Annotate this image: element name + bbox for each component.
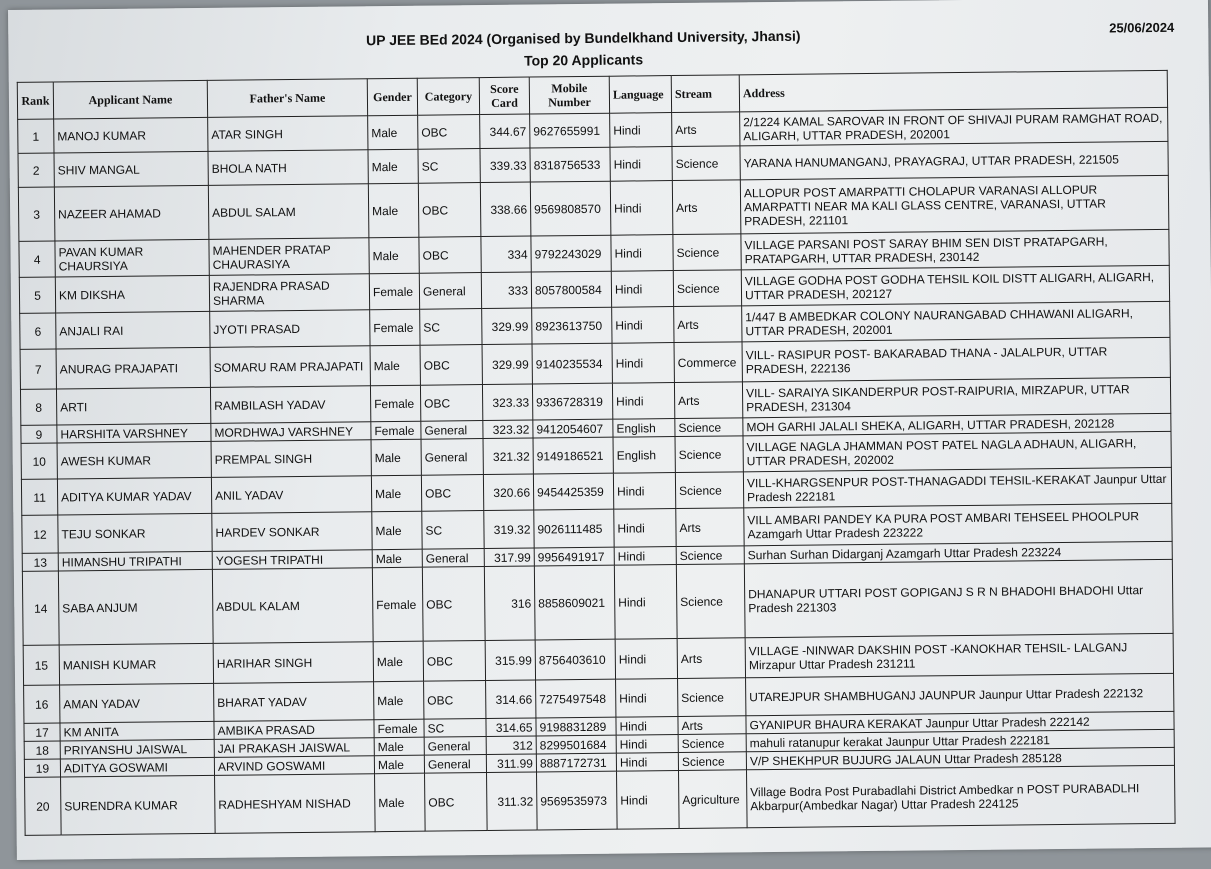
- category-cell: SC: [420, 309, 482, 346]
- father-name-cell: JAI PRAKASH JAISWAL: [214, 738, 374, 758]
- applicant-name-cell: PAVAN KUMAR CHAURSIYA: [55, 239, 209, 277]
- father-name-cell: MORDHWAJ VARSHNEY: [211, 422, 371, 442]
- mobile-number-cell: 8756403610: [535, 639, 615, 680]
- column-header: Mobile Number: [529, 76, 609, 114]
- father-name-cell: HARIHAR SINGH: [213, 642, 373, 684]
- stream-cell: Science: [673, 270, 741, 307]
- column-header: Language: [609, 76, 671, 114]
- stream-cell: Science: [676, 546, 744, 565]
- category-cell: General: [419, 273, 481, 310]
- score-cell: 333: [481, 272, 531, 309]
- applicant-name-cell: KM DIKSHA: [55, 275, 209, 313]
- father-name-cell: HARDEV SONKAR: [212, 512, 372, 552]
- mobile-number-cell: 7275497548: [536, 679, 616, 718]
- father-name-cell: RADHESHYAM NISHAD: [215, 774, 376, 834]
- document-sheet: [8, 0, 1211, 860]
- applicant-name-cell: MANISH KUMAR: [59, 643, 213, 685]
- language-cell: English: [613, 437, 675, 474]
- column-header: Category: [417, 78, 479, 116]
- score-cell: 311.99: [486, 754, 536, 773]
- applicant-name-cell: MANOJ KUMAR: [54, 117, 208, 153]
- applicant-name-cell: ANURAG PRAJAPATI: [56, 347, 210, 389]
- applicant-name-cell: SURENDRA KUMAR: [61, 775, 216, 835]
- address-cell: 1/447 B AMBEDKAR COLONY NAURANGABAD CHHAWANI ALIGARH, UTTAR PRADESH, 202001: [742, 301, 1170, 341]
- language-cell: Hindi: [614, 509, 676, 548]
- mobile-number-cell: 8318756533: [530, 147, 610, 182]
- score-cell: 344.67: [480, 114, 530, 149]
- gender-cell: Male: [374, 755, 424, 774]
- stream-cell: Arts: [672, 180, 741, 235]
- language-cell: English: [613, 419, 675, 438]
- applicant-name-cell: HIMANSHU TRIPATHI: [58, 551, 212, 571]
- mobile-number-cell: 8299501684: [536, 735, 616, 754]
- applicant-name-cell: ANJALI RAI: [56, 311, 210, 349]
- rank-cell: 2: [18, 153, 54, 187]
- father-name-cell: BHOLA NATH: [208, 150, 368, 186]
- rank-cell: 11: [21, 479, 57, 515]
- rank-cell: 6: [20, 313, 56, 349]
- language-cell: Hindi: [617, 771, 680, 830]
- category-cell: OBC: [424, 681, 486, 720]
- score-cell: 323.33: [482, 384, 532, 421]
- father-name-cell: BHARAT YADAV: [214, 682, 374, 722]
- stream-cell: Science: [678, 678, 746, 717]
- rank-cell: 19: [24, 759, 60, 777]
- address-cell: VILL- SARAIYA SIKANDERPUR POST-RAIPURIA, MIRZAPUR, UTTAR PRADESH, 231304: [742, 377, 1170, 417]
- applicants-table: [17, 70, 1176, 836]
- rank-cell: 14: [22, 571, 59, 645]
- category-cell: OBC: [418, 115, 480, 150]
- category-cell: General: [424, 737, 486, 756]
- table-row: [25, 765, 1176, 835]
- rank-cell: 4: [19, 241, 55, 277]
- father-name-cell: ARVIND GOSWAMI: [214, 756, 374, 776]
- stream-cell: Agriculture: [679, 770, 748, 829]
- stream-cell: Arts: [677, 638, 745, 679]
- gender-cell: Female: [372, 567, 423, 642]
- category-cell: SC: [424, 719, 486, 738]
- language-cell: Hindi: [614, 547, 676, 566]
- language-cell: Hindi: [613, 473, 675, 510]
- stream-cell: Science: [673, 234, 741, 271]
- stream-cell: Science: [675, 418, 743, 437]
- address-cell: DHANAPUR UTTARI POST GOPIGANJ S R N BHADOHI BHADOHI Uttar Pradesh 221303: [744, 559, 1173, 637]
- score-cell: 329.99: [482, 308, 532, 345]
- mobile-number-cell: 9569535973: [537, 771, 618, 830]
- applicant-name-cell: TEJU SONKAR: [58, 513, 212, 553]
- mobile-number-cell: 9569808570: [530, 181, 611, 236]
- mobile-number-cell: 9336728319: [532, 383, 612, 420]
- mobile-number-cell: 9149186521: [533, 437, 613, 474]
- gender-cell: Male: [372, 511, 422, 550]
- address-cell: V/P SHEKHPUR BUJURG JALAUN Uttar Pradesh 285128: [746, 747, 1174, 769]
- category-cell: OBC: [419, 237, 481, 274]
- language-cell: Hindi: [616, 679, 678, 718]
- gender-cell: Female: [369, 273, 419, 310]
- applicant-name-cell: AMAN YADAV: [60, 683, 214, 723]
- score-cell: 323.32: [483, 420, 533, 439]
- category-cell: OBC: [423, 641, 485, 682]
- score-cell: 314.66: [486, 680, 536, 719]
- stream-cell: Science: [678, 734, 746, 753]
- mobile-number-cell: 9627655991: [530, 113, 610, 148]
- category-cell: OBC: [422, 567, 485, 642]
- applicant-name-cell: NAZEER AHAMAD: [54, 185, 209, 241]
- document-date: 25/06/2024: [1109, 19, 1175, 36]
- category-cell: General: [424, 755, 486, 774]
- address-cell: VILLAGE NAGLA JHAMMAN POST PATEL NAGLA ADHAUN, ALIGARH, UTTAR PRADESH, 202002: [743, 431, 1171, 471]
- gender-cell: Male: [368, 115, 418, 150]
- score-cell: 316: [484, 566, 535, 641]
- rank-cell: 13: [22, 553, 58, 571]
- stream-cell: Arts: [674, 382, 742, 419]
- language-cell: Hindi: [610, 147, 672, 182]
- rank-cell: 9: [21, 425, 57, 443]
- stream-cell: Arts: [674, 306, 742, 343]
- address-cell: MOH GARHI JALALI SHEKA, ALIGARH, UTTAR PRADESH, 202128: [743, 413, 1171, 435]
- gender-cell: Female: [370, 309, 420, 346]
- column-header: Father's Name: [207, 79, 367, 118]
- stream-cell: Arts: [678, 716, 746, 735]
- score-cell: 334: [481, 236, 531, 273]
- rank-cell: 7: [20, 349, 56, 389]
- gender-cell: Male: [374, 737, 424, 756]
- gender-cell: Male: [369, 237, 419, 274]
- gender-cell: Male: [371, 475, 421, 512]
- document-title: UP JEE BEd 2024 (Organised by Bundelkhand University, Jhansi): [366, 27, 801, 49]
- category-cell: General: [422, 549, 484, 568]
- column-header: Applicant Name: [53, 80, 207, 119]
- father-name-cell: ANIL YADAV: [211, 476, 371, 514]
- father-name-cell: SOMARU RAM PRAJAPATI: [210, 346, 370, 388]
- mobile-number-cell: 9792243029: [531, 235, 611, 272]
- rank-cell: 10: [21, 443, 57, 479]
- address-cell: YARANA HANUMANGANJ, PRAYAGRAJ, UTTAR PRADESH, 221505: [740, 141, 1168, 179]
- applicant-name-cell: KM ANITA: [60, 721, 214, 741]
- mobile-number-cell: 9140235534: [532, 343, 612, 384]
- applicant-name-cell: HARSHITA VARSHNEY: [57, 423, 211, 443]
- father-name-cell: ABDUL KALAM: [212, 568, 373, 644]
- address-cell: VILLAGE -NINWAR DAKSHIN POST -KANOKHAR TEHSIL- LALGANJ Mirzapur Uttar Pradesh 231211: [745, 633, 1173, 677]
- column-header: Rank: [17, 82, 53, 119]
- rank-cell: 12: [22, 515, 58, 553]
- rank-cell: 8: [20, 389, 56, 425]
- gender-cell: Female: [374, 719, 424, 738]
- applicant-name-cell: ARTI: [56, 387, 210, 425]
- stream-cell: Science: [678, 752, 746, 771]
- mobile-number-cell: 8858609021: [534, 565, 615, 640]
- gender-cell: Male: [370, 345, 420, 386]
- language-cell: Hindi: [612, 343, 674, 384]
- document-subtitle: Top 20 Applicants: [523, 51, 644, 69]
- applicant-name-cell: ADITYA KUMAR YADAV: [57, 477, 211, 515]
- language-cell: Hindi: [616, 753, 678, 772]
- address-cell: mahuli ratanupur kerakat Jaunpur Uttar Pradesh 222181: [746, 729, 1174, 751]
- category-cell: General: [421, 439, 483, 476]
- mobile-number-cell: 9956491917: [534, 547, 614, 566]
- table-row: [22, 559, 1173, 645]
- rank-cell: 15: [23, 645, 59, 685]
- category-cell: OBC: [420, 385, 482, 422]
- stream-cell: Arts: [672, 112, 740, 147]
- gender-cell: Male: [374, 681, 424, 720]
- category-cell: SC: [422, 511, 484, 550]
- category-cell: OBC: [421, 475, 483, 512]
- gender-cell: Male: [368, 149, 418, 184]
- applicant-name-cell: AWESH KUMAR: [57, 441, 211, 479]
- language-cell: Hindi: [616, 717, 678, 736]
- stream-cell: Science: [672, 146, 740, 181]
- score-cell: 319.32: [484, 510, 534, 549]
- address-cell: VILL AMBARI PANDEY KA PURA POST AMBARI TEHSEEL PHOOLPUR Azamgarh Uttar Pradesh 223222: [744, 503, 1172, 545]
- gender-cell: Male: [372, 549, 422, 568]
- rank-cell: 5: [19, 277, 55, 313]
- rank-cell: 17: [24, 723, 60, 741]
- mobile-number-cell: 9026111485: [534, 509, 614, 548]
- address-cell: GYANIPUR BHAURA KERAKAT Jaunpur Uttar Pradesh 222142: [746, 711, 1174, 733]
- language-cell: Hindi: [615, 639, 677, 680]
- language-cell: Hindi: [612, 307, 674, 344]
- mobile-number-cell: 8887172731: [536, 753, 616, 772]
- score-cell: 338.66: [480, 182, 531, 237]
- applicant-name-cell: PRIYANSHU JAISWAL: [60, 739, 214, 759]
- address-cell: VILLAGE PARSANI POST SARAY BHIM SEN DIST PRATAPGARH, PRATAPGARH, UTTAR PRADESH, 230142: [741, 229, 1169, 269]
- gender-cell: Male: [375, 773, 426, 832]
- score-cell: 321.32: [483, 438, 533, 475]
- stream-cell: Science: [675, 472, 743, 509]
- mobile-number-cell: 9198831289: [536, 717, 616, 736]
- score-cell: 320.66: [483, 474, 533, 511]
- stream-cell: Science: [676, 564, 745, 639]
- mobile-number-cell: 8923613750: [532, 307, 612, 344]
- column-header: Score Card: [479, 77, 529, 115]
- father-name-cell: RAMBILASH YADAV: [210, 386, 370, 424]
- language-cell: Hindi: [611, 235, 673, 272]
- table-body: [18, 107, 1175, 835]
- father-name-cell: ABDUL SALAM: [208, 184, 369, 240]
- address-cell: UTAREJPUR SHAMBHUGANJ JAUNPUR Jaunpur Uttar Pradesh 222132: [746, 673, 1174, 715]
- category-cell: OBC: [425, 773, 488, 832]
- score-cell: 311.32: [487, 772, 538, 831]
- language-cell: Hindi: [610, 113, 672, 148]
- father-name-cell: YOGESH TRIPATHI: [212, 550, 372, 570]
- applicant-name-cell: SABA ANJUM: [58, 569, 213, 645]
- gender-cell: Male: [371, 439, 421, 476]
- father-name-cell: PREMPAL SINGH: [211, 440, 371, 478]
- father-name-cell: ATAR SINGH: [208, 116, 368, 152]
- language-cell: Hindi: [614, 565, 677, 640]
- rank-cell: 18: [24, 741, 60, 759]
- gender-cell: Female: [370, 385, 420, 422]
- applicant-name-cell: ADITYA GOSWAMI: [60, 757, 214, 777]
- score-cell: 314.65: [486, 718, 536, 737]
- gender-cell: Male: [373, 641, 423, 682]
- mobile-number-cell: 9412054607: [533, 419, 613, 438]
- language-cell: Hindi: [610, 181, 673, 236]
- language-cell: Hindi: [616, 735, 678, 754]
- father-name-cell: RAJENDRA PRASAD SHARMA: [209, 274, 369, 312]
- address-cell: VILL- RASIPUR POST- BAKARABAD THANA - JALALPUR, UTTAR PRADESH, 222136: [742, 337, 1170, 381]
- father-name-cell: AMBIKA PRASAD: [214, 720, 374, 740]
- column-header: Gender: [367, 78, 417, 116]
- address-cell: Surhan Surhan Didarganj Azamgarh Uttar Pradesh 223224: [744, 541, 1172, 563]
- category-cell: General: [421, 421, 483, 440]
- address-cell: ALLOPUR POST AMARPATTI CHOLAPUR VARANASI ALLOPUR AMARPATTI NEAR MA KALI GLASS CENTRE, VARANASI, UTTAR PRADESH, 221101: [740, 175, 1169, 233]
- category-cell: OBC: [418, 183, 481, 238]
- language-cell: Hindi: [612, 383, 674, 420]
- address-cell: VILL-KHARGSENPUR POST-THANAGADDI TEHSIL-KERAKAT Jaunpur Uttar Pradesh 222181: [743, 467, 1171, 507]
- score-cell: 312: [486, 736, 536, 755]
- score-cell: 315.99: [485, 640, 535, 681]
- category-cell: SC: [418, 149, 480, 184]
- applicant-name-cell: SHIV MANGAL: [54, 151, 208, 187]
- father-name-cell: MAHENDER PRATAP CHAURASIYA: [209, 238, 369, 276]
- column-header: Address: [739, 70, 1167, 111]
- language-cell: Hindi: [611, 271, 673, 308]
- column-header: Stream: [671, 75, 739, 113]
- score-cell: 339.33: [480, 148, 530, 183]
- address-cell: VILLAGE GODHA POST GODHA TEHSIL KOIL DISTT ALIGARH, ALIGARH, UTTAR PRADESH, 202127: [741, 265, 1169, 305]
- stream-cell: Science: [675, 436, 743, 473]
- score-cell: 329.99: [482, 344, 532, 385]
- rank-cell: 3: [18, 187, 55, 241]
- gender-cell: Male: [368, 183, 419, 238]
- gender-cell: Female: [371, 421, 421, 440]
- stream-cell: Commerce: [674, 342, 742, 383]
- rank-cell: 20: [25, 777, 62, 835]
- father-name-cell: JYOTI PRASAD: [210, 310, 370, 348]
- rank-cell: 16: [24, 685, 60, 723]
- category-cell: OBC: [420, 345, 482, 386]
- mobile-number-cell: 8057800584: [531, 271, 611, 308]
- rank-cell: 1: [18, 119, 54, 153]
- address-cell: Village Bodra Post Purabadlahi District Ambedkar n POST PURABADLHI Akbarpur(Ambedkar Nagar) Uttar Pradesh 224125: [746, 765, 1175, 827]
- stream-cell: Arts: [676, 508, 744, 547]
- mobile-number-cell: 9454425359: [533, 473, 613, 510]
- score-cell: 317.99: [484, 548, 534, 567]
- address-cell: 2/1224 KAMAL SAROVAR IN FRONT OF SHIVAJI PURAM RAMGHAT ROAD, ALIGARH, UTTAR PRADESH, 202001: [740, 107, 1168, 145]
